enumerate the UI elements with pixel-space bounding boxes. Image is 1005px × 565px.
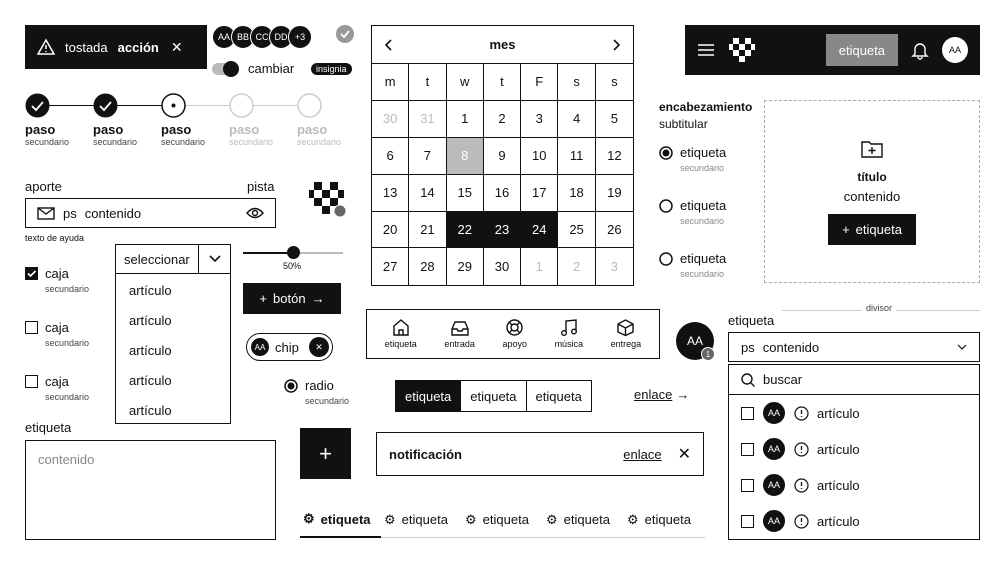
step-sub: secundario — [25, 137, 70, 147]
chip-avatar: AA — [250, 337, 270, 357]
warning-icon — [37, 39, 55, 55]
package-icon — [617, 319, 634, 336]
avatar: AA — [762, 401, 786, 425]
checkbox[interactable] — [741, 407, 754, 420]
link[interactable] — [634, 387, 689, 402]
calendar-day[interactable]: 10 — [521, 138, 558, 175]
checkbox[interactable] — [741, 443, 754, 456]
radio-sub: secundario — [680, 163, 725, 173]
calendar-day[interactable]: 25 — [558, 212, 595, 249]
button-label: etiqueta — [855, 221, 902, 237]
combo-label: etiqueta — [728, 313, 775, 328]
checkbox-label: caja — [45, 374, 69, 389]
search-placeholder: buscar — [763, 372, 803, 387]
select-option[interactable]: artículo — [129, 372, 172, 388]
radio-label: radio — [305, 378, 334, 393]
calendar-day[interactable]: 27 — [372, 248, 409, 285]
avatar: AA — [212, 25, 236, 49]
gear-icon: ⚙ — [303, 511, 315, 526]
list-item[interactable] — [729, 503, 979, 539]
step-todo-icon[interactable] — [297, 93, 322, 118]
avatar: BB — [231, 25, 255, 49]
tab-label: etiqueta — [644, 512, 691, 527]
badge: insignia — [311, 63, 352, 75]
toggle-label: cambiar — [248, 61, 295, 76]
radio-checked-icon[interactable] — [659, 146, 673, 160]
step-label: paso — [161, 122, 192, 137]
checkbox-sub: secundario — [45, 338, 90, 348]
avatar: CC — [250, 25, 274, 49]
close-icon[interactable]: ✕ — [309, 337, 329, 357]
calendar — [371, 25, 634, 286]
calendar-day[interactable]: 15 — [447, 175, 484, 212]
textarea-label: etiqueta — [25, 420, 72, 435]
weekday-label: w — [447, 64, 484, 101]
checkbox-item[interactable] — [25, 320, 89, 348]
calendar-day[interactable]: 28 — [409, 248, 446, 285]
calendar-day[interactable]: 4 — [558, 101, 595, 138]
mail-icon — [37, 207, 55, 220]
radio-item[interactable] — [659, 198, 726, 226]
combo-prefix: ps — [741, 339, 755, 355]
tab[interactable] — [543, 502, 624, 538]
link-text: enlace — [634, 387, 673, 402]
calendar-day[interactable]: 3 — [521, 101, 558, 138]
textarea[interactable] — [25, 440, 276, 540]
gear-icon: ⚙ — [627, 511, 639, 527]
slider[interactable] — [243, 245, 343, 273]
info-icon — [794, 514, 809, 529]
list-item[interactable] — [729, 395, 979, 431]
checkbox-label: caja — [45, 320, 69, 335]
avatar: AA — [762, 437, 786, 461]
radio-label: etiqueta — [680, 198, 727, 213]
lifebuoy-icon — [506, 319, 523, 336]
calendar-day[interactable]: 26 — [596, 212, 633, 249]
app-header — [685, 25, 980, 75]
weekday-label: s — [596, 64, 633, 101]
calendar-day[interactable]: 23 — [484, 212, 521, 249]
nav-item-musica[interactable] — [555, 319, 584, 349]
checker-logo-icon — [307, 180, 347, 218]
checkbox-sub: secundario — [45, 392, 90, 402]
radio-item[interactable] — [284, 378, 349, 406]
calendar-day[interactable]: 18 — [558, 175, 595, 212]
home-icon — [393, 319, 409, 336]
arrow-right-icon: → — [676, 387, 690, 402]
weekday-label: F — [521, 64, 558, 101]
close-icon[interactable]: ✕ — [677, 446, 691, 463]
checkbox-item[interactable] — [25, 374, 89, 402]
toast-text: tostada — [65, 39, 108, 55]
calendar-day[interactable]: 22 — [447, 212, 484, 249]
avatar-group — [212, 25, 312, 49]
calendar-day[interactable]: 1 — [521, 248, 558, 285]
tab-label: etiqueta — [401, 512, 448, 527]
gear-icon: ⚙ — [384, 511, 396, 527]
nav-label: entrega — [610, 339, 642, 349]
calendar-day[interactable]: 9 — [484, 138, 521, 175]
plus-icon: + — [259, 291, 268, 306]
calendar-day[interactable]: 2 — [558, 248, 595, 285]
button-label: botón — [273, 291, 306, 306]
checkbox-sub: secundario — [45, 284, 90, 294]
avatar: DD — [269, 25, 293, 49]
textarea-placeholder: contenido — [38, 452, 95, 467]
radio-label: etiqueta — [680, 145, 727, 160]
step-sub: secundario — [93, 137, 138, 147]
list-item[interactable] — [729, 467, 979, 503]
avatar: AA — [676, 322, 714, 360]
radio-group — [659, 100, 753, 131]
weekday-label: s — [558, 64, 595, 101]
gear-icon: ⚙ — [546, 511, 558, 527]
tab[interactable] — [462, 502, 543, 538]
checkbox-label: caja — [45, 266, 69, 281]
empty-text: contenido — [843, 188, 901, 204]
select-menu — [115, 273, 231, 424]
step-sub: secundario — [297, 137, 342, 147]
weekday-label: t — [409, 64, 446, 101]
avatar: AA — [762, 473, 786, 497]
select-option[interactable]: artículo — [129, 342, 172, 358]
select-option[interactable]: artículo — [129, 312, 172, 328]
empty-add-button[interactable] — [828, 214, 916, 245]
calendar-day[interactable]: 6 — [372, 138, 409, 175]
select-option[interactable]: artículo — [129, 402, 172, 418]
radio-group-subtitle: subtitular — [659, 117, 708, 131]
calendar-day[interactable]: 2 — [484, 101, 521, 138]
radio-item[interactable] — [659, 251, 726, 279]
list-item-label: artículo — [817, 405, 860, 421]
combo-menu — [728, 364, 980, 540]
slider-value: 50% — [283, 261, 302, 271]
avatar-overflow[interactable]: +3 — [288, 25, 312, 49]
notification-count-badge: 1 — [701, 347, 715, 361]
step-label: paso — [93, 122, 124, 137]
step-label: paso — [229, 122, 260, 137]
eye-icon[interactable] — [246, 207, 264, 219]
segment[interactable]: etiqueta — [535, 388, 582, 404]
calendar-day[interactable]: 13 — [372, 175, 409, 212]
calendar-day[interactable]: 19 — [596, 175, 633, 212]
weekday-label: t — [484, 64, 521, 101]
divider-label: divisor — [862, 303, 896, 313]
list-item-label: artículo — [817, 441, 860, 457]
calendar-day[interactable]: 8 — [447, 138, 484, 175]
calendar-day[interactable]: 12 — [596, 138, 633, 175]
radio-sub: secundario — [680, 269, 725, 279]
calendar-day[interactable]: 21 — [409, 212, 446, 249]
notification-link[interactable]: enlace — [623, 446, 662, 462]
info-icon — [794, 442, 809, 457]
input-value: contenido — [84, 205, 142, 221]
tab[interactable] — [381, 502, 462, 538]
calendar-day[interactable]: 30 — [484, 248, 521, 285]
empty-title: título — [857, 169, 887, 184]
nav-label: apoyo — [502, 339, 527, 349]
info-icon — [794, 406, 809, 421]
avatar: AA — [762, 509, 786, 533]
info-icon — [794, 478, 809, 493]
calendar-day[interactable]: 24 — [521, 212, 558, 249]
calendar-day[interactable]: 1 — [447, 101, 484, 138]
search-icon — [741, 373, 755, 387]
calendar-day[interactable]: 30 — [372, 101, 409, 138]
tab[interactable] — [624, 502, 705, 538]
calendar-grid — [372, 64, 633, 285]
calendar-day[interactable]: 16 — [484, 175, 521, 212]
nav-item-entrada[interactable] — [444, 320, 475, 349]
nav-item-apoyo[interactable] — [502, 319, 527, 349]
calendar-day[interactable]: 20 — [372, 212, 409, 249]
radio-sub: secundario — [680, 216, 725, 226]
checkbox-item[interactable] — [25, 266, 89, 294]
nav-label: entrada — [444, 338, 475, 349]
weekday-label: m — [372, 64, 409, 101]
step-label: paso — [297, 122, 328, 137]
radio-group-heading: encabezamiento — [659, 100, 753, 114]
calendar-day[interactable]: 29 — [447, 248, 484, 285]
toast — [25, 25, 207, 69]
header-tag-button[interactable]: etiqueta — [826, 34, 898, 66]
select-value: seleccionar — [124, 251, 190, 267]
checkbox-checked-icon[interactable] — [25, 267, 38, 280]
list-item-label: artículo — [817, 477, 860, 493]
calendar-day[interactable]: 11 — [558, 138, 595, 175]
stepper — [25, 93, 355, 153]
folder-plus-icon — [861, 139, 883, 158]
calendar-day[interactable]: 5 — [596, 101, 633, 138]
notification — [376, 432, 704, 476]
tab-label: etiqueta — [563, 512, 610, 527]
combo-input[interactable] — [728, 332, 980, 362]
music-icon — [561, 319, 577, 336]
chip[interactable] — [246, 333, 333, 361]
bottom-nav — [366, 309, 660, 359]
checkbox[interactable] — [25, 321, 38, 334]
segment[interactable]: etiqueta — [461, 381, 526, 411]
step-current-icon[interactable] — [161, 93, 186, 118]
calendar-day[interactable]: 3 — [610, 259, 618, 275]
text-input[interactable] — [25, 198, 276, 228]
empty-state — [764, 100, 980, 283]
radio-icon[interactable] — [659, 199, 673, 213]
list-item-label: artículo — [817, 513, 860, 529]
list-item[interactable] — [729, 431, 979, 467]
checker-logo-icon — [729, 38, 755, 62]
radio-item[interactable] — [659, 145, 726, 173]
calendar-day[interactable]: 7 — [409, 138, 446, 175]
chevron-right-icon[interactable] — [613, 39, 621, 51]
select[interactable] — [115, 244, 231, 274]
checkbox[interactable] — [741, 515, 754, 528]
chevron-down-icon — [198, 245, 230, 273]
notification-title: notificación — [389, 446, 462, 462]
input-hint: pista — [247, 179, 275, 194]
step-done-icon[interactable] — [25, 93, 50, 118]
step-todo-icon[interactable] — [229, 93, 254, 118]
nav-label: música — [554, 339, 584, 349]
close-icon[interactable]: ✕ — [170, 38, 183, 55]
step-label: paso — [25, 122, 56, 137]
menu-icon[interactable] — [697, 43, 715, 57]
tab-bar — [300, 502, 705, 538]
slider-thumb[interactable] — [287, 246, 300, 259]
select-option[interactable]: artículo — [129, 282, 172, 298]
plus-icon: + — [319, 440, 332, 466]
input-label: aporte — [25, 179, 62, 194]
input-prefix: ps — [63, 205, 77, 221]
calendar-day[interactable]: 17 — [521, 175, 558, 212]
chip-label: chip — [275, 339, 299, 355]
radio-label: etiqueta — [680, 251, 727, 266]
inbox-icon — [451, 320, 469, 336]
primary-button[interactable] — [243, 283, 341, 314]
tab[interactable] — [300, 502, 381, 538]
gear-icon: ⚙ — [465, 511, 477, 527]
combo-value: contenido — [762, 339, 820, 355]
plus-icon: + — [842, 221, 850, 237]
arrow-right-icon: → — [311, 291, 325, 306]
chevron-left-icon[interactable] — [384, 39, 392, 51]
calendar-month: mes — [489, 37, 516, 52]
nav-item-etiqueta[interactable] — [385, 319, 417, 349]
radio-sub: secundario — [305, 396, 350, 406]
avatar[interactable]: AA — [942, 37, 968, 63]
toast-action[interactable]: acción — [117, 39, 159, 55]
toggle[interactable] — [212, 61, 294, 76]
step-sub: secundario — [161, 137, 206, 147]
check-circle-icon — [335, 24, 355, 44]
segment[interactable]: etiqueta — [396, 381, 461, 411]
avatar-with-badge[interactable] — [676, 322, 714, 360]
checkbox[interactable] — [25, 375, 38, 388]
tab-label: etiqueta — [482, 512, 529, 527]
radio-checked-icon[interactable] — [284, 379, 298, 393]
search-field[interactable] — [729, 365, 979, 395]
helper-text: texto de ayuda — [25, 233, 85, 243]
nav-label: etiqueta — [384, 339, 417, 349]
segmented-control — [395, 380, 592, 412]
tab-label: etiqueta — [320, 511, 371, 527]
fab-button[interactable] — [300, 428, 351, 479]
step-sub: secundario — [229, 137, 274, 147]
nav-item-entrega[interactable] — [611, 319, 642, 349]
bell-icon[interactable] — [912, 41, 928, 59]
radio-icon[interactable] — [659, 252, 673, 266]
step-done-icon[interactable] — [93, 93, 118, 118]
chevron-down-icon — [957, 344, 967, 350]
calendar-day[interactable]: 14 — [409, 175, 446, 212]
checkbox[interactable] — [741, 479, 754, 492]
calendar-day[interactable]: 31 — [409, 101, 446, 138]
